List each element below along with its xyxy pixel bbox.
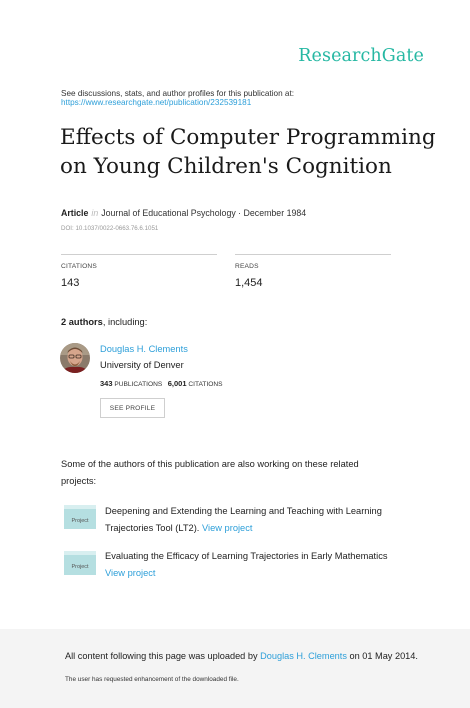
avatar-photo-icon <box>60 343 90 373</box>
author-institution: University of Denver <box>100 360 184 370</box>
researchgate-logo[interactable]: ResearchGate <box>298 46 424 66</box>
authors-heading <box>61 317 147 327</box>
project-item <box>105 503 405 537</box>
project-title: Evaluating the Efficacy of Learning Trajectories in Early Mathematics <box>105 551 388 561</box>
see-profile-button[interactable]: SEE PROFILE <box>100 398 165 418</box>
footer <box>0 629 470 708</box>
footer-upload-text <box>65 651 418 661</box>
author-stats <box>100 379 223 388</box>
journal-date: Journal of Educational Psychology · December 1984 <box>101 208 307 218</box>
reads-value: 1,454 <box>235 277 263 289</box>
uploader-link[interactable]: Douglas H. Clements <box>260 651 347 661</box>
project-title: Deepening and Extending the Learning and Teaching with Learning Trajectories Tool (LT2). <box>105 506 382 533</box>
project-item <box>105 548 405 582</box>
upload-prefix: All content following this page was uploaded by <box>65 651 258 661</box>
upload-suffix: on 01 May 2014. <box>349 651 418 661</box>
discussion-text: See discussions, stats, and author profiles for this publication at: <box>61 89 295 98</box>
publication-url-link[interactable]: https://www.researchgate.net/publication/232539181 <box>61 98 252 107</box>
author-avatar[interactable] <box>60 343 90 373</box>
project-folder-icon <box>63 504 97 530</box>
project-icon <box>63 550 97 576</box>
authors-count: 2 authors <box>61 317 103 327</box>
in-label: in <box>91 208 99 218</box>
publication-type: Article <box>61 208 89 218</box>
author-citations-label: CITATIONS <box>188 381 223 388</box>
author-publications-label: PUBLICATIONS <box>114 381 163 388</box>
project-icon-label: Project <box>71 564 89 570</box>
publication-title: Effects of Computer Programming on Young Children's Cognition <box>60 125 436 179</box>
author-citations-count: 6,001 <box>167 379 187 388</box>
reads-divider <box>235 254 391 255</box>
authors-count-rest: , including: <box>102 317 148 327</box>
citations-divider <box>61 254 217 255</box>
project-icon-label: Project <box>71 518 89 524</box>
projects-heading: Some of the authors of this publication are also working on these related projects: <box>61 459 359 486</box>
footer-note: The user has requested enhancement of the downloaded file. <box>65 676 239 683</box>
author-publications-count: 343 <box>100 379 113 388</box>
citations-value: 143 <box>61 277 80 289</box>
view-project-link[interactable]: View project <box>201 523 253 533</box>
project-folder-icon <box>63 550 97 576</box>
citations-label: CITATIONS <box>61 263 97 270</box>
reads-label: READS <box>235 263 259 270</box>
project-icon <box>63 504 97 530</box>
doi: DOI: 10.1037/0022-0663.76.6.1051 <box>61 225 159 232</box>
view-project-link[interactable]: View project <box>105 568 156 578</box>
author-name-link[interactable]: Douglas H. Clements <box>100 344 188 354</box>
publication-meta <box>61 208 306 218</box>
